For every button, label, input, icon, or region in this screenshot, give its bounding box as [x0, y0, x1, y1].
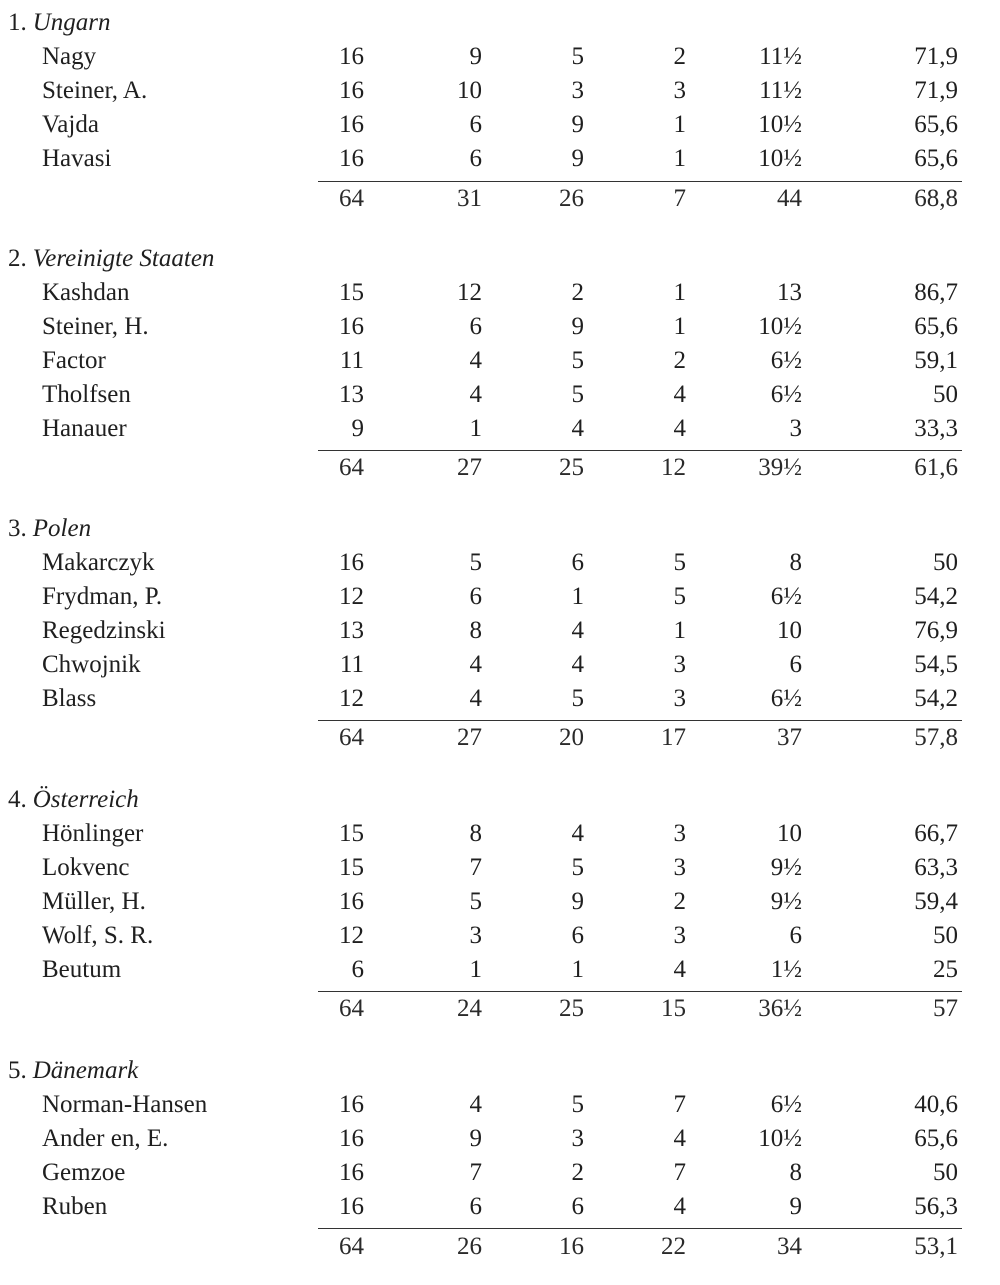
- player-name: Hönlinger: [42, 820, 144, 847]
- points-cell: 6: [789, 651, 802, 678]
- player-row: [0, 276, 1000, 310]
- team-heading: [8, 514, 91, 544]
- draws-cell: 4: [571, 651, 584, 678]
- draws-cell: 9: [571, 313, 584, 340]
- player-row: [0, 310, 1000, 344]
- player-row: [0, 412, 1000, 446]
- total-wins-cell: 27: [457, 454, 482, 481]
- wins-cell: 6: [469, 145, 482, 172]
- player-row: [0, 919, 1000, 953]
- wins-cell: 4: [469, 685, 482, 712]
- player-name: Nagy: [42, 43, 97, 70]
- team-name: Polen: [32, 515, 92, 542]
- team-name: Ungarn: [32, 9, 111, 36]
- player-row: [0, 885, 1000, 919]
- player-name: Havasi: [42, 145, 112, 172]
- total-divider: [318, 1228, 962, 1229]
- player-name: Factor: [42, 347, 106, 374]
- percent-cell: 40,6: [914, 1091, 958, 1118]
- losses-cell: 5: [673, 583, 686, 610]
- player-name: Hanauer: [42, 415, 127, 442]
- losses-cell: 4: [673, 415, 686, 442]
- draws-cell: 6: [571, 922, 584, 949]
- points-cell: 6½: [770, 685, 802, 712]
- total-percent-cell: 61,6: [914, 454, 958, 481]
- percent-cell: 50: [933, 381, 958, 408]
- draws-cell: 9: [571, 111, 584, 138]
- losses-cell: 3: [673, 820, 686, 847]
- total-points-cell: 39½: [758, 454, 802, 481]
- total-percent-cell: 57: [933, 995, 958, 1022]
- player-row: [0, 1190, 1000, 1224]
- player-name: Tholfsen: [42, 381, 131, 408]
- percent-cell: 63,3: [914, 854, 958, 881]
- player-row: [0, 580, 1000, 614]
- total-games-cell: 64: [339, 995, 364, 1022]
- total-points-cell: 44: [777, 185, 802, 212]
- losses-cell: 3: [673, 77, 686, 104]
- player-row: [0, 344, 1000, 378]
- player-row: [0, 1156, 1000, 1190]
- wins-cell: 4: [469, 1091, 482, 1118]
- games-cell: 16: [339, 1091, 364, 1118]
- team-total-row: [0, 721, 1000, 755]
- player-name: Vajda: [42, 111, 99, 138]
- draws-cell: 2: [571, 279, 584, 306]
- percent-cell: 86,7: [914, 279, 958, 306]
- percent-cell: 71,9: [914, 43, 958, 70]
- points-cell: 9½: [770, 888, 802, 915]
- player-name: Regedzinski: [42, 617, 166, 644]
- points-cell: 11½: [759, 77, 802, 104]
- team-number: 4.: [8, 786, 27, 813]
- wins-cell: 4: [469, 651, 482, 678]
- games-cell: 16: [339, 549, 364, 576]
- player-name: Steiner, A.: [42, 77, 148, 104]
- draws-cell: 6: [571, 1193, 584, 1220]
- games-cell: 15: [339, 820, 364, 847]
- points-cell: 3: [789, 415, 802, 442]
- draws-cell: 9: [571, 145, 584, 172]
- draws-cell: 5: [571, 347, 584, 374]
- total-points-cell: 34: [777, 1233, 802, 1260]
- games-cell: 16: [339, 145, 364, 172]
- percent-cell: 71,9: [914, 77, 958, 104]
- wins-cell: 6: [469, 313, 482, 340]
- total-percent-cell: 57,8: [914, 724, 958, 751]
- losses-cell: 3: [673, 854, 686, 881]
- player-row: [0, 1122, 1000, 1156]
- draws-cell: 9: [571, 888, 584, 915]
- losses-cell: 3: [673, 922, 686, 949]
- total-losses-cell: 22: [661, 1233, 686, 1260]
- wins-cell: 6: [469, 1193, 482, 1220]
- percent-cell: 65,6: [914, 145, 958, 172]
- draws-cell: 5: [571, 43, 584, 70]
- player-name: Frydman, P.: [42, 583, 163, 610]
- total-percent-cell: 53,1: [914, 1233, 958, 1260]
- percent-cell: 50: [933, 922, 958, 949]
- total-draws-cell: 20: [559, 724, 584, 751]
- player-row: [0, 851, 1000, 885]
- total-wins-cell: 27: [457, 724, 482, 751]
- losses-cell: 1: [673, 111, 686, 138]
- total-games-cell: 64: [339, 454, 364, 481]
- team-name: Dänemark: [32, 1057, 139, 1084]
- player-name: Ander en, E.: [42, 1125, 169, 1152]
- wins-cell: 8: [469, 820, 482, 847]
- total-games-cell: 64: [339, 185, 364, 212]
- draws-cell: 6: [571, 549, 584, 576]
- percent-cell: 56,3: [914, 1193, 958, 1220]
- draws-cell: 5: [571, 1091, 584, 1118]
- team-name: Vereinigte Staaten: [32, 245, 215, 272]
- team-heading: [8, 1056, 138, 1086]
- total-points-cell: 36½: [758, 995, 802, 1022]
- draws-cell: 3: [571, 1125, 584, 1152]
- points-cell: 6½: [770, 381, 802, 408]
- percent-cell: 50: [933, 549, 958, 576]
- player-row: [0, 614, 1000, 648]
- total-draws-cell: 25: [559, 454, 584, 481]
- player-name: Müller, H.: [42, 888, 146, 915]
- percent-cell: 54,5: [914, 651, 958, 678]
- player-name: Steiner, H.: [42, 313, 149, 340]
- player-row: [0, 546, 1000, 580]
- points-cell: 10: [777, 617, 802, 644]
- player-row: [0, 40, 1000, 74]
- player-name: Beutum: [42, 956, 122, 983]
- team-number: 1.: [8, 9, 27, 36]
- wins-cell: 3: [469, 922, 482, 949]
- percent-cell: 54,2: [914, 685, 958, 712]
- team-total-row: [0, 1230, 1000, 1264]
- percent-cell: 65,6: [914, 111, 958, 138]
- draws-cell: 4: [571, 617, 584, 644]
- losses-cell: 2: [673, 888, 686, 915]
- percent-cell: 25: [933, 956, 958, 983]
- games-cell: 13: [339, 381, 364, 408]
- player-name: Norman-Hansen: [42, 1091, 208, 1118]
- points-cell: 9½: [770, 854, 802, 881]
- wins-cell: 4: [469, 347, 482, 374]
- percent-cell: 66,7: [914, 820, 958, 847]
- team-number: 5.: [8, 1057, 27, 1084]
- draws-cell: 4: [571, 415, 584, 442]
- team-total-row: [0, 182, 1000, 216]
- points-cell: 10½: [758, 1125, 802, 1152]
- games-cell: 16: [339, 888, 364, 915]
- games-cell: 12: [339, 922, 364, 949]
- player-row: [0, 682, 1000, 716]
- losses-cell: 7: [673, 1091, 686, 1118]
- wins-cell: 9: [469, 43, 482, 70]
- games-cell: 15: [339, 854, 364, 881]
- points-cell: 6½: [770, 347, 802, 374]
- player-row: [0, 74, 1000, 108]
- percent-cell: 65,6: [914, 1125, 958, 1152]
- points-cell: 6½: [770, 583, 802, 610]
- wins-cell: 12: [457, 279, 482, 306]
- points-cell: 13: [777, 279, 802, 306]
- wins-cell: 5: [469, 888, 482, 915]
- total-draws-cell: 16: [559, 1233, 584, 1260]
- team-total-row: [0, 451, 1000, 485]
- losses-cell: 4: [673, 381, 686, 408]
- player-name: Lokvenc: [42, 854, 130, 881]
- games-cell: 16: [339, 1125, 364, 1152]
- points-cell: 6: [789, 922, 802, 949]
- total-points-cell: 37: [777, 724, 802, 751]
- wins-cell: 5: [469, 549, 482, 576]
- games-cell: 11: [339, 347, 364, 374]
- team-number: 3.: [8, 515, 27, 542]
- player-name: Wolf, S. R.: [42, 922, 154, 949]
- games-cell: 12: [339, 583, 364, 610]
- losses-cell: 5: [673, 549, 686, 576]
- wins-cell: 4: [469, 381, 482, 408]
- percent-cell: 50: [933, 1159, 958, 1186]
- wins-cell: 10: [457, 77, 482, 104]
- wins-cell: 8: [469, 617, 482, 644]
- wins-cell: 9: [469, 1125, 482, 1152]
- percent-cell: 33,3: [914, 415, 958, 442]
- losses-cell: 2: [673, 347, 686, 374]
- losses-cell: 4: [673, 1193, 686, 1220]
- points-cell: 6½: [770, 1091, 802, 1118]
- total-games-cell: 64: [339, 1233, 364, 1260]
- losses-cell: 1: [673, 279, 686, 306]
- player-row: [0, 108, 1000, 142]
- games-cell: 15: [339, 279, 364, 306]
- draws-cell: 1: [571, 956, 584, 983]
- total-wins-cell: 31: [457, 185, 482, 212]
- points-cell: 10½: [758, 313, 802, 340]
- losses-cell: 1: [673, 145, 686, 172]
- games-cell: 11: [339, 651, 364, 678]
- wins-cell: 1: [469, 956, 482, 983]
- total-draws-cell: 25: [559, 995, 584, 1022]
- percent-cell: 76,9: [914, 617, 958, 644]
- games-cell: 16: [339, 77, 364, 104]
- draws-cell: 1: [571, 583, 584, 610]
- player-name: Ruben: [42, 1193, 108, 1220]
- player-name: Chwojnik: [42, 651, 141, 678]
- points-cell: 11½: [759, 43, 802, 70]
- player-row: [0, 142, 1000, 176]
- draws-cell: 5: [571, 854, 584, 881]
- games-cell: 13: [339, 617, 364, 644]
- points-cell: 9: [789, 1193, 802, 1220]
- total-wins-cell: 24: [457, 995, 482, 1022]
- total-draws-cell: 26: [559, 185, 584, 212]
- player-name: Gemzoe: [42, 1159, 126, 1186]
- total-losses-cell: 12: [661, 454, 686, 481]
- points-cell: 10½: [758, 111, 802, 138]
- games-cell: 12: [339, 685, 364, 712]
- team-name: Österreich: [32, 786, 139, 813]
- total-wins-cell: 26: [457, 1233, 482, 1260]
- player-name: Makarczyk: [42, 549, 155, 576]
- player-row: [0, 1088, 1000, 1122]
- player-name: Kashdan: [42, 279, 130, 306]
- games-cell: 16: [339, 1193, 364, 1220]
- draws-cell: 3: [571, 77, 584, 104]
- games-cell: 16: [339, 43, 364, 70]
- games-cell: 16: [339, 111, 364, 138]
- total-games-cell: 64: [339, 724, 364, 751]
- draws-cell: 5: [571, 685, 584, 712]
- team-number: 2.: [8, 245, 27, 272]
- wins-cell: 6: [469, 583, 482, 610]
- losses-cell: 1: [673, 617, 686, 644]
- player-row: [0, 378, 1000, 412]
- points-cell: 8: [789, 549, 802, 576]
- wins-cell: 7: [469, 1159, 482, 1186]
- percent-cell: 59,4: [914, 888, 958, 915]
- player-row: [0, 648, 1000, 682]
- team-total-row: [0, 992, 1000, 1026]
- percent-cell: 65,6: [914, 313, 958, 340]
- wins-cell: 7: [469, 854, 482, 881]
- team-heading: [8, 8, 111, 38]
- total-losses-cell: 15: [661, 995, 686, 1022]
- games-cell: 6: [351, 956, 364, 983]
- percent-cell: 54,2: [914, 583, 958, 610]
- losses-cell: 4: [673, 956, 686, 983]
- player-row: [0, 953, 1000, 987]
- losses-cell: 1: [673, 313, 686, 340]
- draws-cell: 4: [571, 820, 584, 847]
- points-cell: 1½: [770, 956, 802, 983]
- points-cell: 10½: [758, 145, 802, 172]
- draws-cell: 5: [571, 381, 584, 408]
- losses-cell: 2: [673, 43, 686, 70]
- percent-cell: 59,1: [914, 347, 958, 374]
- losses-cell: 3: [673, 651, 686, 678]
- points-cell: 8: [789, 1159, 802, 1186]
- player-name: Blass: [42, 685, 97, 712]
- draws-cell: 2: [571, 1159, 584, 1186]
- games-cell: 9: [351, 415, 364, 442]
- wins-cell: 6: [469, 111, 482, 138]
- losses-cell: 4: [673, 1125, 686, 1152]
- player-row: [0, 817, 1000, 851]
- total-percent-cell: 68,8: [914, 185, 958, 212]
- games-cell: 16: [339, 313, 364, 340]
- team-heading: [8, 785, 139, 815]
- games-cell: 16: [339, 1159, 364, 1186]
- total-losses-cell: 7: [673, 185, 686, 212]
- losses-cell: 7: [673, 1159, 686, 1186]
- wins-cell: 1: [469, 415, 482, 442]
- total-losses-cell: 17: [661, 724, 686, 751]
- points-cell: 10: [777, 820, 802, 847]
- losses-cell: 3: [673, 685, 686, 712]
- team-heading: [8, 244, 214, 274]
